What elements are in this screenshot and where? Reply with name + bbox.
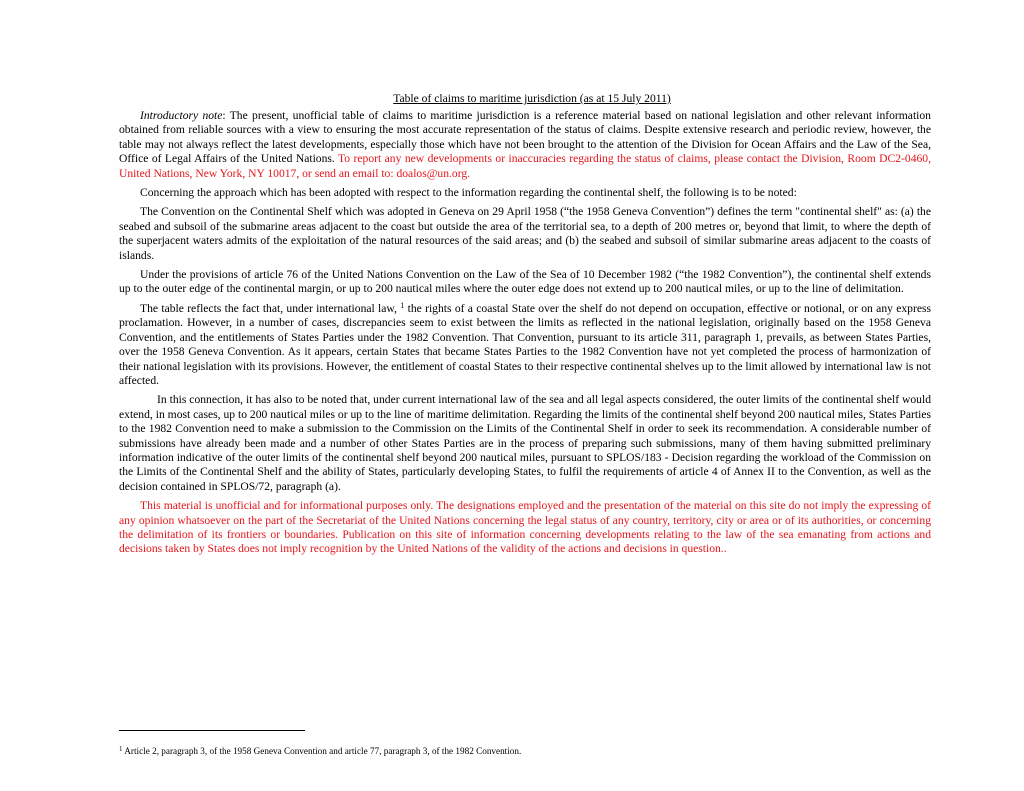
footnote-reference[interactable]: 1 [400,300,405,310]
contact-notice: To report any new developments or inaccuracies regarding the status of claims, please contact the Division, Room DC2-0460, United Nations, New York, NY 10017, or send an email to: doalos@un.org. [119,152,931,180]
document-body [119,92,931,562]
intro-text: : The present, unofficial table of claims to maritime jurisdiction is a reference material based on national legislation and other relevant information obtained from reliable sources with a view to ensuring the most accurate representation of the status of claims. Despite extensive research and periodic review, however, the table may not always reflect the latest developments, especially those which have not been brought to the attention of the Division for Ocean Affairs and the Law of the Sea, Office of Legal Affairs of the United Nations. [119,109,931,166]
convention-1982-paragraph: Under the provisions of article 76 of the United Nations Convention on the Law of the Sea of 10 December 1982 (“the 1982 Convention”), the continental shelf extends up to the outer edge of the continental margin, or up to 200 nautical miles where the outer edge does not extend up to 200 nautical miles, or up to the line of delimitation. [119,268,931,296]
table-reflects-after: the rights of a coastal State over the shelf do not depend on occupation, effective or notional, or on any express proclamation. However, in a number of cases, discrepancies seem to exist between the limits as reflected in the national legislation, originally based on the 1958 Geneva Convention, and the entitlements of States Parties under the 1982 Convention. That Convention, pursuant to its article 311, paragraph 1, prevails, as between States Parties, over the 1958 Geneva Convention. As it appears, certain States that became States Parties to the 1982 Convention have not yet completed the process of harmonization of their national legislation with its provisions. However, the entitlement of coastal States to their respective continental shelves up to the limit allowed by international law is not affected. [119,301,932,387]
document-title: Table of claims to maritime jurisdiction (as at 15 July 2011) [393,92,671,105]
disclaimer-paragraph: This material is unofficial and for informational purposes only. The designations employed and the presentation of the material on this site do not imply the expressing of any opinion whatsoever on the part of the Secretariat of the United Nations concerning the legal status of any country, territory, city or area or of its authorities, or concerning the delimitation of its frontiers or boundaries. Publication on this site of information concerning developments relating to the law of the sea emanating from actions and decisions taken by States does not imply recognition by the United Nations of the validity of the actions and decisions in question.. [119,499,931,556]
geneva-1958-paragraph: The Convention on the Continental Shelf which was adopted in Geneva on 29 April 1958 (“the 1958 Geneva Convention”) defines the term "continental shelf" as: (a) the seabed and subsoil of the submarine areas adjacent to the coast but outside the area of the territorial sea, to a depth of 200 metres or, beyond that limit, to where the depth of the superjacent waters admits of the exploitation of the natural resources of the said areas; and (b) the seabed and subsoil of similar submarine areas adjacent to the coasts of islands. [119,205,931,262]
footnote [119,746,931,757]
approach-paragraph: Concerning the approach which has been adopted with respect to the information regarding the continental shelf, the following is to be noted: [140,186,797,200]
footnote-divider [119,730,305,731]
table-reflects-before: The table reflects the fact that, under international law, [140,301,401,315]
intro-paragraph [119,109,931,181]
footnote-text: Article 2, paragraph 3, of the 1958 Geneva Convention and article 77, paragraph 3, of the 1982 Convention. [122,746,522,756]
connection-paragraph: In this connection, it has also to be noted that, under current international law of the sea and all legal aspects considered, the outer limits of the continental shelf would extend, in most cases, up to 200 nautical miles or up to the line of maritime delimitation. Regarding the limits of the continental shelf beyond 200 nautical miles, States Parties to the 1982 Convention need to make a submission to the Commission on the Limits of the Continental Shelf in order to seek its recommendation. A considerable number of submissions have already been made and a number of other States Parties are in the process of preparing such submissions, many of them having submitted preliminary information indicative of the outer limits of the continental shelf beyond 200 nautical miles, pursuant to SPLOS/183 - Decision regarding the workload of the Commission on the Limits of the Continental Shelf and the ability of States, particularly developing States, to fulfil the requirements of article 4 of Annex II to the Convention, as well as the decision contained in SPLOS/72, paragraph (a). [119,393,931,493]
intro-label: Introductory note [140,109,223,122]
footnote-marker: 1 [119,745,123,753]
table-reflects-paragraph [119,302,931,388]
